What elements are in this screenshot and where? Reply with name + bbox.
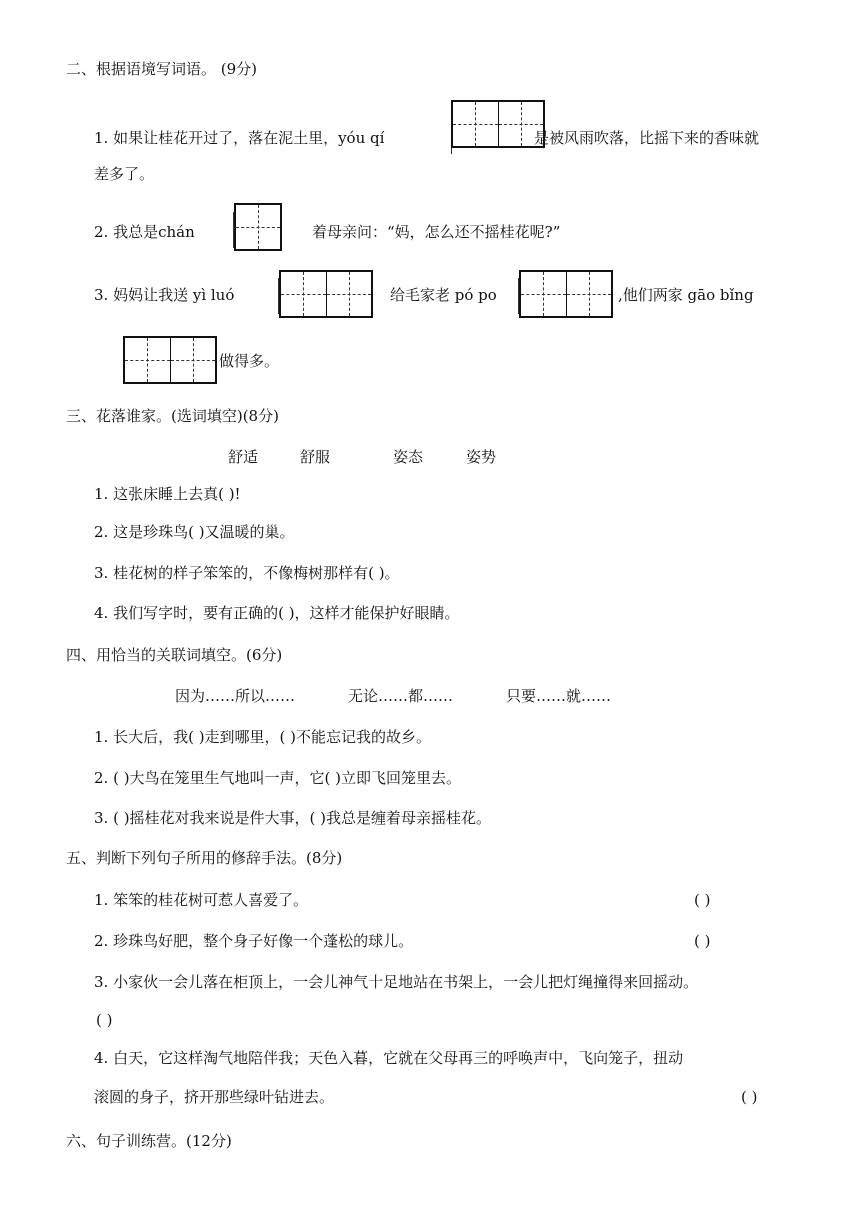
q3-2: 2. 这是珍珠鸟( )又温暖的巢。 (94, 523, 295, 541)
writing-box-youqi[interactable] (451, 100, 545, 148)
writing-cell[interactable] (453, 102, 499, 146)
writing-box-popo[interactable] (519, 270, 613, 318)
q2-3-text-d: 做得多。 (219, 352, 280, 370)
q3-3: 3. 桂花树的样子笨笨的，不像梅树那样有( )。 (94, 564, 400, 582)
writing-cell[interactable] (236, 205, 280, 249)
word-option: 舒适 (228, 448, 259, 466)
writing-box-yiluo[interactable] (279, 270, 373, 318)
q5-1: 1. 笨笨的桂花树可惹人喜爱了。 (94, 891, 309, 909)
section-3-title: 三、花落谁家。(选词填空)(8分) (66, 407, 279, 425)
q2-1-text-a: 1. 如果让桂花开过了，落在泥土里，yóu qí (94, 129, 385, 147)
q5-1-answer-paren[interactable]: ( ) (694, 891, 711, 909)
writing-box-chan[interactable] (234, 203, 282, 251)
section-2-title: 二、根据语境写词语。 (9分) (66, 60, 258, 78)
word-option: 姿态 (393, 448, 424, 466)
word-option: 姿势 (466, 448, 497, 466)
word-option: 舒服 (300, 448, 331, 466)
connective-option: 只要……就…… (506, 687, 612, 705)
q2-1-text-b: 是被风雨吹落，比摇下来的香味就 (534, 129, 760, 147)
writing-cell[interactable] (567, 272, 612, 316)
q4-2: 2. ( )大鸟在笼里生气地叫一声，它( )立即飞回笼里去。 (94, 769, 462, 787)
q4-1: 1. 长大后，我( )走到哪里，( )不能忘记我的故乡。 (94, 728, 432, 746)
q3-1: 1. 这张床睡上去真( )! (94, 485, 241, 503)
q5-2: 2. 珍珠鸟好肥，整个身子好像一个蓬松的球儿。 (94, 932, 414, 950)
writing-cell[interactable] (171, 338, 216, 382)
connective-option: 无论……都…… (348, 687, 454, 705)
section-5-title: 五、判断下列句子所用的修辞手法。(8分) (66, 849, 343, 867)
q2-2-text-b: 着母亲问：“妈，怎么还不摇桂花呢?” (312, 223, 561, 241)
writing-cell[interactable] (125, 338, 171, 382)
q5-3: 3. 小家伙一会儿落在柜顶上，一会儿神气十足地站在书架上，一会儿把灯绳撞得来回摇动。 (94, 973, 699, 991)
section-4-title: 四、用恰当的关联词填空。(6分) (66, 646, 283, 664)
q5-4-answer-paren[interactable]: ( ) (741, 1088, 758, 1106)
connective-option: 因为……所以…… (175, 687, 296, 705)
writing-cell[interactable] (281, 272, 327, 316)
q5-4-line-a: 4. 白天，它这样淘气地陪伴我；天色入暮，它就在父母再三的呼唤声中，飞向笼子，扭动 (94, 1049, 684, 1067)
q5-3-answer-paren[interactable]: ( ) (96, 1011, 113, 1029)
q4-3: 3. ( )摇桂花对我来说是件大事，( )我总是缠着母亲摇桂花。 (94, 809, 492, 827)
q2-3-text-b: 给毛家老 pó po (390, 286, 497, 304)
q5-4-line-b: 滚圆的身子，挤开那些绿叶钻进去。 (94, 1088, 335, 1106)
q2-1-text-c: 差多了。 (94, 165, 155, 183)
q2-2-text-a: 2. 我总是chán (94, 223, 195, 241)
writing-box-gaobing[interactable] (123, 336, 217, 384)
q3-4: 4. 我们写字时，要有正确的( )，这样才能保护好眼睛。 (94, 604, 460, 622)
q2-3-text-c: ,他们两家 gāo bǐng (618, 286, 754, 304)
q5-2-answer-paren[interactable]: ( ) (694, 932, 711, 950)
writing-cell[interactable] (521, 272, 567, 316)
q2-3-text-a: 3. 妈妈让我送 yì luó (94, 286, 235, 304)
writing-cell[interactable] (327, 272, 372, 316)
section-6-title: 六、句子训练营。(12分) (66, 1132, 232, 1150)
